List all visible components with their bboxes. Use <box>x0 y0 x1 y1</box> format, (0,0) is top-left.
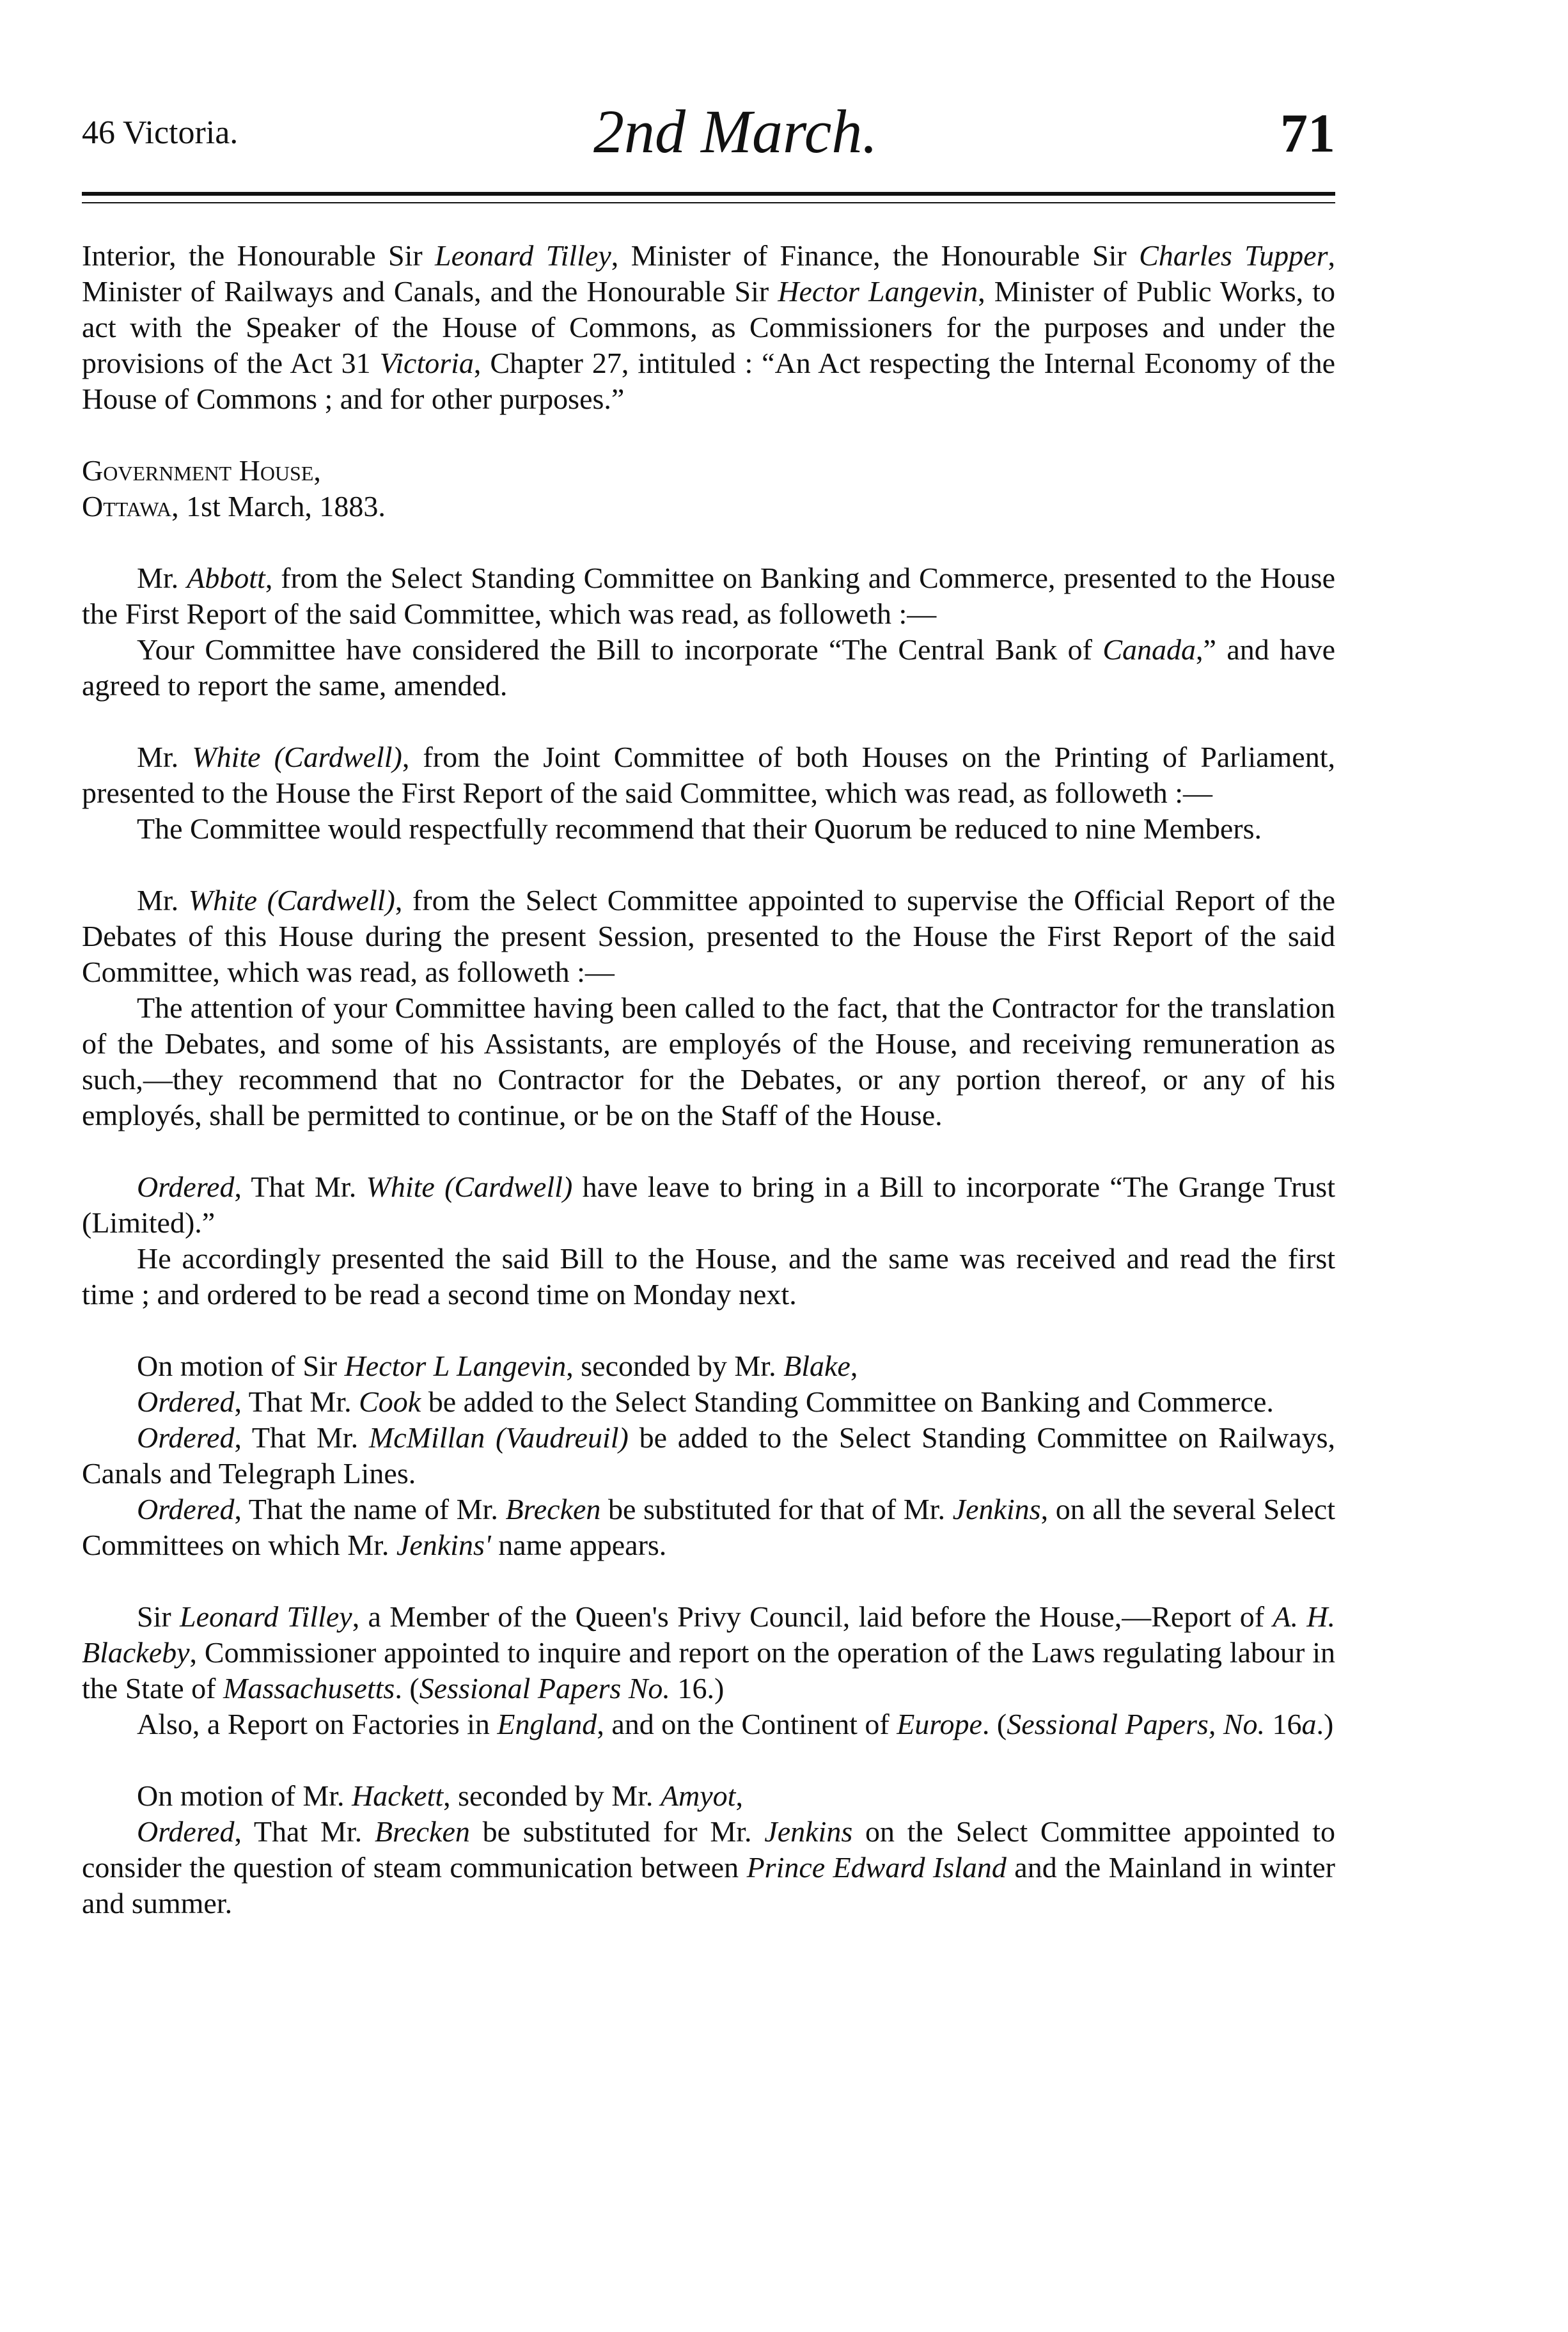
page-date: 2nd March. <box>593 97 878 166</box>
paragraph-commissioners: Interior, the Honourable Sir Leonard Tilley, Minister of Finance, the Honourable Sir Charles Tupper, Minister of Railways and Canals, and the Honourable Sir Hector Langevin, Minister of Public Works, to act with the Speaker of the House of Commons, as Commissioners for the purposes and under the provisions of the Act 31 Victoria, Chapter 27, intituled : “An Act respecting the Internal Economy of the House of Commons ; and for other purposes.” <box>82 239 1336 415</box>
header-rule <box>82 192 1335 196</box>
paragraph-central-bank: Your Committee have considered the Bill to incorporate “The Central Bank of Canada,” and have agreed to report the same, amended. <box>82 633 1335 702</box>
place-heading: Government House, <box>82 454 321 487</box>
page-number: 71 <box>1280 102 1335 164</box>
paragraph-steam-communication: Ordered, That Mr. Brecken be substituted for Mr. Jenkins on the Select Committee appointed to consider the question of steam communication between Prince Edward Island and the Mainland in winter and summer. <box>82 1815 1335 1919</box>
place-date-line: Ottawa, 1st March, 1883. <box>82 490 386 523</box>
paragraph-motion-langevin: On motion of Sir Hector L Langevin, seconded by Mr. Blake, <box>137 1350 858 1382</box>
paragraph-tilley-report: Sir Leonard Tilley, a Member of the Queen's Privy Council, laid before the House,—Report of A. H. Blackeby, Commissioner appointed to inquire and report on the operation of the Laws regulating labour in the State of Massachusetts. (Sessional Papers No. 16.) <box>82 1600 1335 1705</box>
paragraph-factories: Also, a Report on Factories in England, and on the Continent of Europe. (Sessional Papers, No. 16a.) <box>137 1708 1334 1740</box>
paragraph-debates-report: Mr. White (Cardwell), from the Select Committee appointed to supervise the Official Report of the Debates of this House during the present Session, presented to the House the First Report of the said Committee, which was read, as followeth :— <box>82 884 1335 988</box>
header-rule-thin <box>82 202 1335 203</box>
paragraph-brecken-jenkins: Ordered, That the name of Mr. Brecken be substituted for that of Mr. Jenkins, on all the several Select Committees on which Mr. Jenkins' name appears. <box>82 1493 1335 1561</box>
paragraph-bill-read: He accordingly presented the said Bill to the House, and the same was received and read the first time ; and ordered to be read a second time on Monday next. <box>82 1242 1335 1311</box>
paragraph-grange-trust: Ordered, That Mr. White (Cardwell) have leave to bring in a Bill to incorporate “The Grange Trust (Limited).” <box>82 1170 1335 1239</box>
paragraph-quorum: The Committee would respectfully recommend that their Quorum be reduced to nine Members. <box>137 812 1262 845</box>
paragraph-printing-report: Mr. White (Cardwell), from the Joint Committee of both Houses on the Printing of Parliament, presented to the House the First Report of the said Committee, which was read, as followeth :— <box>82 741 1336 809</box>
page-body <box>82 238 1335 1921</box>
paragraph-motion-hackett: On motion of Mr. Hackett, seconded by Mr. Amyot, <box>137 1779 743 1812</box>
page-header <box>82 96 1335 166</box>
paragraph-mcmillan: Ordered, That Mr. McMillan (Vaudreuil) be added to the Select Standing Committee on Railways, Canals and Telegraph Lines. <box>82 1421 1335 1490</box>
paragraph-abbott-report: Mr. Abbott, from the Select Standing Committee on Banking and Commerce, presented to the House the First Report of the said Committee, which was read, as followeth :— <box>82 562 1335 630</box>
paragraph-contractor: The attention of your Committee having been called to the fact, that the Contractor for the translation of the Debates, and some of his Assistants, are employés of the House, and receiving remuneration as such,—they recommend that no Contractor for the Debates, or any portion thereof, or any of his employés, shall be permitted to continue, or be on the Staff of the House. <box>82 991 1335 1131</box>
regnal-year: 46 Victoria. <box>82 114 239 151</box>
paragraph-cook: Ordered, That Mr. Cook be added to the Select Standing Committee on Banking and Commerce. <box>137 1385 1274 1418</box>
